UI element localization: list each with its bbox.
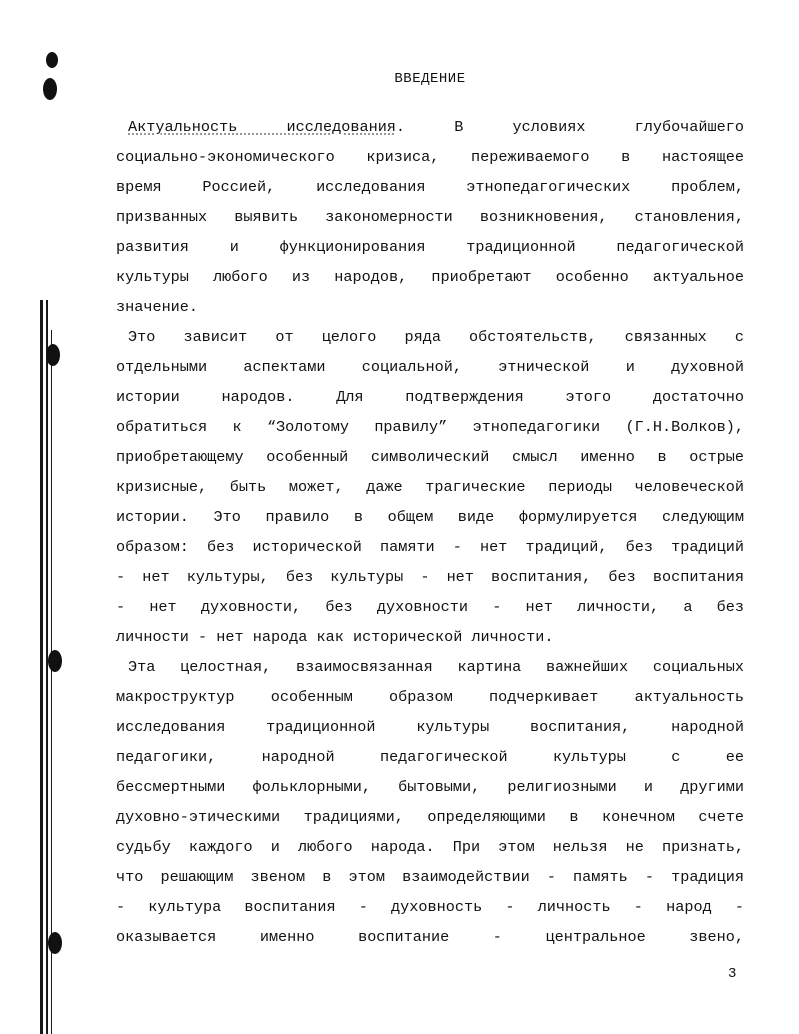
paragraph-line: оказывается именно воспитание - центральное звено, [116, 928, 744, 946]
page-title: ВВЕДЕНИЕ [394, 71, 466, 87]
paragraph-line: Эта целостная, взаимосвязанная картина важнейших социальных [128, 658, 744, 676]
punch-hole-mark [46, 344, 60, 366]
section-lead: Актуальность исследования [128, 118, 396, 136]
punch-hole-mark [43, 78, 57, 100]
binding-line [46, 300, 48, 1034]
punch-hole-mark [48, 650, 62, 672]
paragraph-line: значение. [116, 298, 199, 316]
binding-line [51, 330, 52, 1034]
paragraph-line: Это зависит от целого ряда обстоятельств, связанных с [128, 328, 744, 346]
paragraph-line: судьбу каждого и любого народа. При этом нельзя не признать, [116, 838, 744, 856]
paragraph-line: обратиться к “Золотому правилу” этнопедагогики (Г.Н.Волков), [116, 418, 744, 436]
paragraph-line: социально-экономического кризиса, переживаемого в настоящее [116, 148, 744, 166]
paragraph-line: бессмертными фольклорными, бытовыми, религиозными и другими [116, 778, 744, 796]
paragraph-line: отдельными аспектами социальной, этнической и духовной [116, 358, 744, 376]
document-page [116, 64, 744, 952]
paragraph-line: развития и функционирования традиционной педагогической [116, 238, 744, 256]
page-number: 3 [728, 966, 737, 982]
paragraph-line: Актуальность исследования. В условиях глубочайшего [128, 118, 744, 136]
punch-hole-mark [48, 932, 62, 954]
paragraph-line: личности - нет народа как исторической личности. [116, 628, 554, 646]
paragraph-line: истории народов. Для подтверждения этого достаточно [116, 388, 744, 406]
paragraph-line: - культура воспитания - духовность - личность - народ - [116, 898, 744, 916]
paragraph-line: призванных выявить закономерности возникновения, становления, [116, 208, 744, 226]
paragraph-line: педагогики, народной педагогической культуры с ее [116, 748, 744, 766]
paragraph-line: приобретающему особенный символический смысл именно в острые [116, 448, 744, 466]
paragraph-line: макроструктур особенным образом подчеркивает актуальность [116, 688, 744, 706]
paragraph-line: что решающим звеном в этом взаимодействии - память - традиция [116, 868, 744, 886]
paragraph-golden-rule [116, 322, 744, 652]
paragraph-line: культуры любого из народов, приобретают особенно актуальное [116, 268, 744, 286]
binding-line [40, 300, 43, 1034]
paragraph-line: исследования традиционной культуры воспитания, народной [116, 718, 744, 736]
paragraph-line: истории. Это правило в общем виде формулируется следующим [116, 508, 744, 526]
binding-edge [0, 0, 70, 1034]
paragraph-line: кризисные, быть может, даже трагические периоды человеческой [116, 478, 744, 496]
paragraph-line: - нет духовности, без духовности - нет личности, а без [116, 598, 744, 616]
punch-hole-mark [46, 52, 58, 68]
paragraph-line: образом: без исторической памяти - нет традиций, без традиций [116, 538, 744, 556]
paragraph-line: - нет культуры, без культуры - нет воспитания, без воспитания [116, 568, 744, 586]
paragraph-line: духовно-этическими традициями, определяющими в конечном счете [116, 808, 744, 826]
paragraph-line: время Россией, исследования этнопедагогических проблем, [116, 178, 744, 196]
paragraph-macrostructures [116, 652, 744, 952]
paragraph-relevance [116, 112, 744, 322]
